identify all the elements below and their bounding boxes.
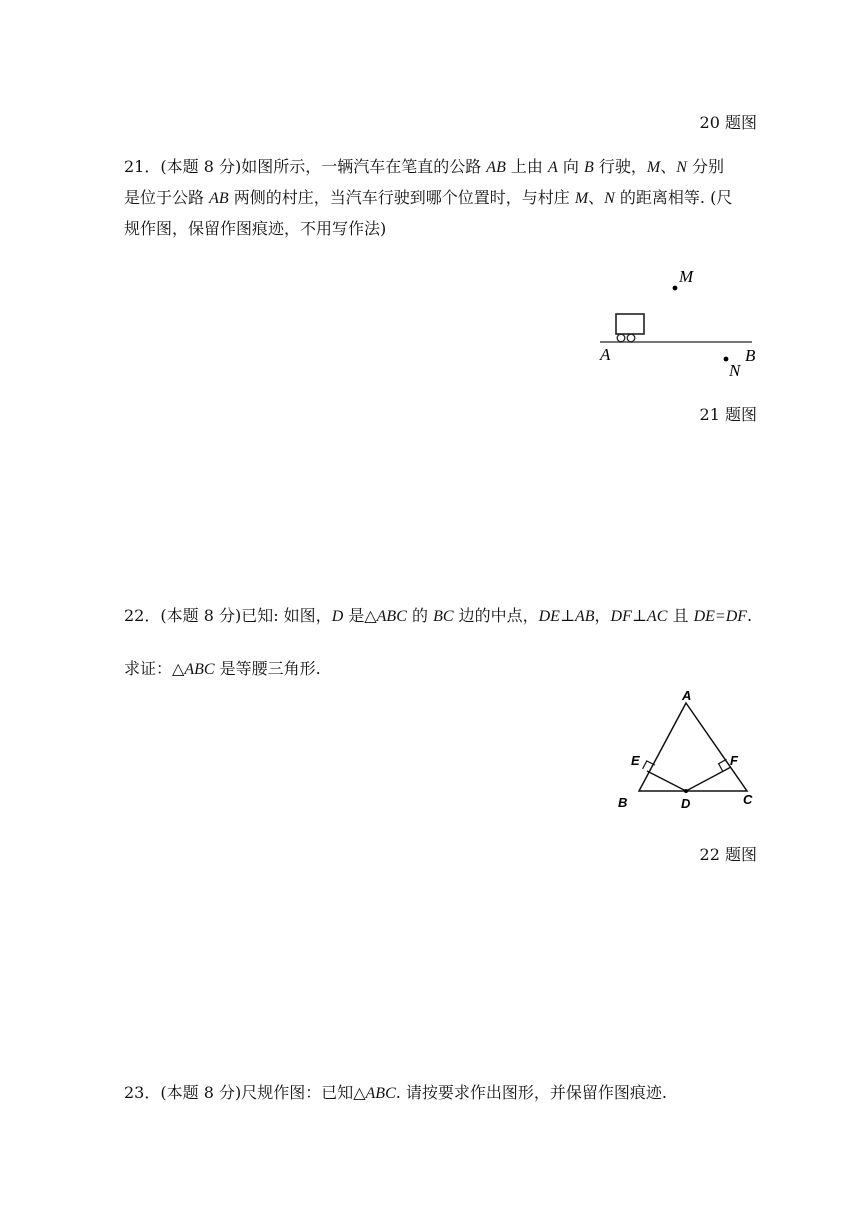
figure-20-caption: 20 题图 (699, 113, 757, 132)
question-21-line-3: 规作图，保留作图痕迹，不用写作法) (124, 219, 387, 238)
car-wheel-left (617, 334, 625, 342)
question-21-line-2: 是位于公路 AB 两侧的村庄，当汽车行驶到哪个位置时，与村庄 M、N 的距离相等. (尺 (124, 188, 733, 207)
figure-22-caption: 22 题图 (699, 845, 757, 864)
segment-de (647, 771, 686, 791)
car-body (616, 314, 644, 334)
label-f: F (730, 753, 738, 768)
question-22-line-1: 22．(本题 8 分)已知: 如图，D 是△ABC 的 BC 边的中点，DE⊥AB，DF⊥AC 且 DE=DF. (124, 606, 753, 625)
label-b: B (745, 346, 756, 365)
label-d: D (681, 796, 691, 810)
point-d-dot (684, 789, 688, 793)
question-23-line-1: 23．(本题 8 分)尺规作图：已知△ABC. 请按要求作出图形，并保留作图痕迹. (124, 1083, 667, 1102)
question-21-line-1: 21．(本题 8 分)如图所示，一辆汽车在笔直的公路 AB 上由 A 向 B 行驶，M、N 分别 (124, 157, 724, 176)
triangle-abc (639, 703, 747, 791)
figure-22 (605, 685, 765, 810)
segment-df (686, 767, 731, 791)
question-21 (124, 152, 764, 244)
village-n-dot (724, 357, 729, 362)
figure-21-caption: 21 题图 (699, 405, 757, 424)
question-23 (124, 1078, 764, 1109)
question-22-line-2: 求证：△ABC 是等腰三角形. (124, 659, 321, 678)
figure-21 (590, 262, 770, 384)
village-m-dot (673, 286, 678, 291)
label-n: N (729, 361, 741, 380)
car-wheel-right (627, 334, 635, 342)
label-e: E (631, 753, 640, 768)
label-a: A (682, 688, 692, 703)
label-m: M (679, 267, 694, 286)
question-22 (124, 590, 764, 696)
label-b: B (618, 795, 628, 810)
label-a: A (600, 345, 611, 364)
label-c: C (743, 792, 753, 807)
